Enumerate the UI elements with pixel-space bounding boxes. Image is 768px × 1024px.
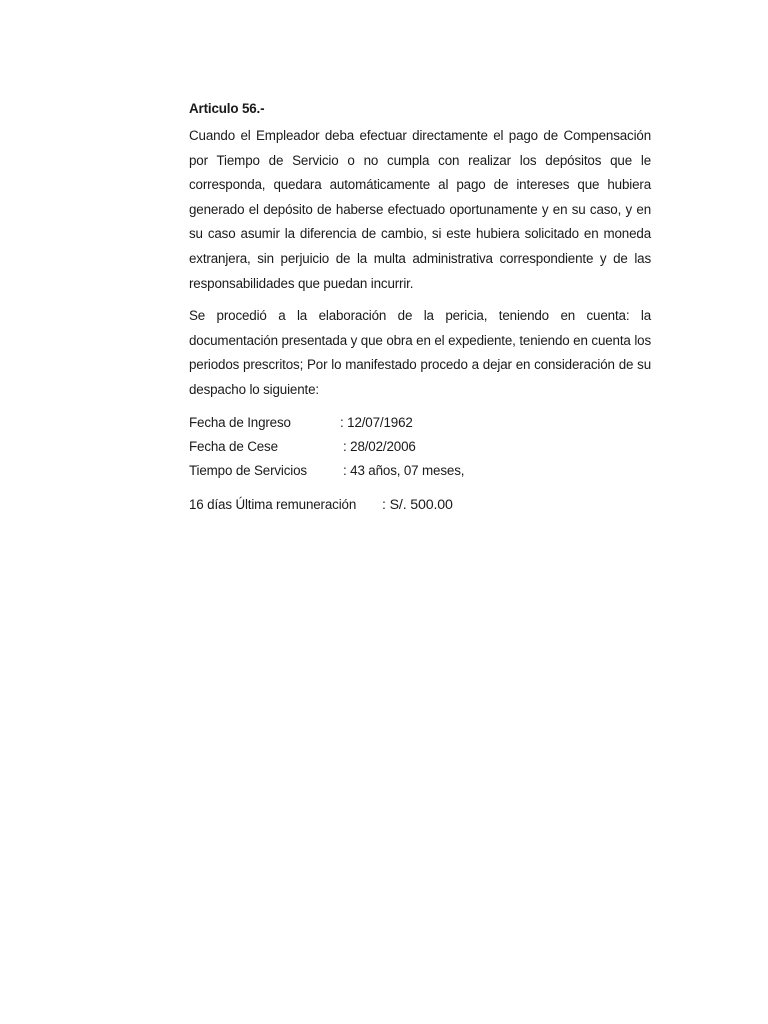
document-content [189,98,651,517]
field-row-fecha-ingreso [189,411,651,435]
paragraph-pericia: Se procedió a la elaboración de la pericia, teniendo en cuenta: la documentación presentada y que obra en el expediente, teniendo en cuenta los periodos prescritos; Por lo manifestado procedo a dejar en consideración de su despacho lo siguiente: [189,308,651,397]
field-value: : 28/02/2006 [343,438,416,454]
field-row-fecha-cese [189,435,651,459]
field-label: Fecha de Cese [189,438,278,454]
field-row-tiempo-servicios [189,459,651,483]
field-row-ultima-remuneracion [189,493,651,517]
field-list [189,411,651,484]
field-value: : S/. 500.00 [382,496,453,513]
paragraph-article-text: Cuando el Empleador deba efectuar directamente el pago de Compensación por Tiempo de Servicio o no cumpla con realizar los depósitos que le corresponda, quedara automáticamente al pago de intereses que hubiera generado el depósito de haberse efectuado oportunamente y en su caso, y en su caso asumir la diferencia de cambio, si este hubiera solicitado en moneda extranjera, sin perjuicio de la multa administrativa correspondiente y de las responsabilidades que puedan incurrir. [189,128,651,291]
article-heading: Articulo 56.- [189,101,265,116]
field-label: Fecha de Ingreso [189,414,291,430]
field-label: 16 días Última remuneración [189,496,357,512]
field-value: : 12/07/1962 [340,414,413,430]
field-value: : 43 años, 07 meses, [343,463,465,479]
field-label: Tiempo de Servicios [189,463,307,479]
